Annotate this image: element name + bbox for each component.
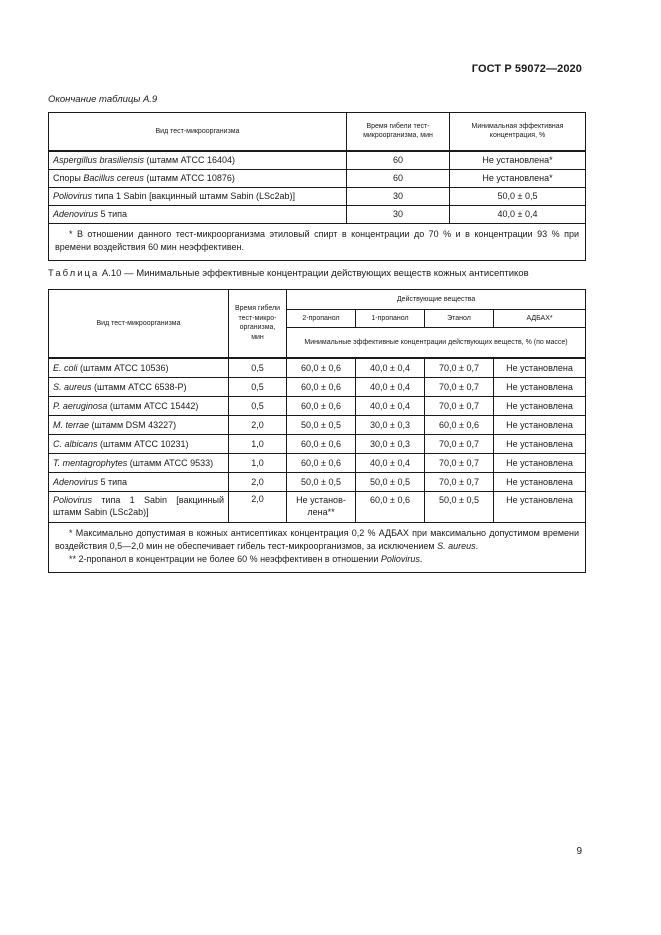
concentration-cell: Не установлена* [450,151,586,170]
table-row [49,151,586,170]
table-a10-body [49,358,586,523]
time-cell: 2,0 [229,415,287,434]
table-a9 [48,112,586,261]
concentration-cell: 70,0 ± 0,7 [425,453,494,472]
concentration-cell: 50,0 ± 0,5 [287,472,356,491]
column-header-organism: Вид тест-микроорганизма [49,290,229,358]
column-header-ethanol: Этанол [425,310,494,328]
concentration-cell: 50,0 ± 0,5 [425,491,494,522]
column-header-substances: Действующие вещества [287,290,586,310]
organism-name: C. albicans (штамм АТСС 10231) [49,434,229,453]
concentration-cell: Не установлена [494,453,586,472]
time-cell: 0,5 [229,358,287,378]
table-row [49,169,586,187]
concentration-cell: Не установлена [494,358,586,378]
column-header-time: Время гибели тест-микроорганизма, мин [347,113,450,151]
concentration-cell: 70,0 ± 0,7 [425,472,494,491]
organism-name: Adenovirus 5 типа [49,472,229,491]
column-header-concentrations: Минимальные эффективные концентрации действующих веществ, % (по массе) [287,328,586,358]
concentration-cell: 70,0 ± 0,7 [425,358,494,378]
note-2-propanol: ** 2-пропанол в концентрации не более 60 % неэффективен в отношении Poliovirus. [69,553,423,564]
concentration-cell: 40,0 ± 0,4 [356,377,425,396]
concentration-cell: Не установ-лена** [287,491,356,522]
table-a10-title: Таблица А.10 — Минимальные эффективные концентрации действующих веществ кожных антисептиков [48,268,529,279]
column-header-2-propanol: 2-пропанол [287,310,356,328]
time-cell: 60 [347,169,450,187]
concentration-cell: 50,0 ± 0,5 [287,415,356,434]
organism-name: M. terrae (штамм DSM 43227) [49,415,229,434]
table-row [49,358,586,378]
concentration-cell: 30,0 ± 0,3 [356,434,425,453]
note-adbakh: * Максимально допустимая в кожных антисептиках концентрация 0,2 % АДБАХ при максимально допустимом времени воздействия 0,5—2,0 мин не обеспечивает гибель тест-микроорганизмов, за исключением S. aureus. [55,527,580,551]
concentration-cell: 60,0 ± 0,6 [287,434,356,453]
organism-name: Споры Bacillus cereus (штамм АТСС 10876) [49,169,347,187]
time-cell: 30 [347,187,450,205]
standard-designation: ГОСТ Р 59072—2020 [471,63,582,75]
concentration-cell: 60,0 ± 0,6 [287,377,356,396]
table-row [49,415,586,434]
column-header-concentration: Минимальная эффективная концентрация, % [450,113,586,151]
concentration-cell: 40,0 ± 0,4 [356,358,425,378]
column-header-organism: Вид тест-микроорганизма [49,113,347,151]
time-cell: 2,0 [229,491,287,522]
concentration-cell: Не установлена [494,491,586,522]
table-a10-notes [49,522,586,572]
column-header-adbakh: АДБАХ* [494,310,586,328]
table-row [49,434,586,453]
concentration-cell: Не установлена [494,472,586,491]
time-cell: 30 [347,205,450,223]
concentration-cell: 70,0 ± 0,7 [425,396,494,415]
concentration-cell: Не установлена [494,434,586,453]
time-cell: 1,0 [229,453,287,472]
concentration-cell: 60,0 ± 0,6 [287,358,356,378]
column-header-time: Время гибели тест-микро-организма, мин [229,290,287,358]
table-continuation-caption: Окончание таблицы А.9 [48,94,158,105]
time-cell: 0,5 [229,377,287,396]
table-row [49,472,586,491]
time-cell: 2,0 [229,472,287,491]
concentration-cell: 50,0 ± 0,5 [450,187,586,205]
organism-name: T. mentagrophytes (штамм АТСС 9533) [49,453,229,472]
table-row [49,187,586,205]
concentration-cell: Не установлена [494,396,586,415]
table-row [49,491,586,522]
time-cell: 1,0 [229,434,287,453]
table-row [49,377,586,396]
concentration-cell: 40,0 ± 0,4 [356,396,425,415]
concentration-cell: 40,0 ± 0,4 [356,453,425,472]
table-row [49,205,586,223]
concentration-cell: Не установлена [494,377,586,396]
organism-name: P. aeruginosa (штамм АТСС 15442) [49,396,229,415]
column-header-1-propanol: 1-пропанол [356,310,425,328]
concentration-cell: 30,0 ± 0,3 [356,415,425,434]
organism-name: Aspergillus brasiliensis (штамм АТСС 16404) [49,151,347,170]
concentration-cell: Не установлена [494,415,586,434]
table-a9-note: * В отношении данного тест-микроорганизма этиловый спирт в концентрации до 70 % и в концентрации 93 % при времени воздействия 60 мин неэффективен. [49,223,586,260]
organism-name: S. aureus (штамм АТСС 6538-P) [49,377,229,396]
organism-name: E. coli (штамм АТСС 10536) [49,358,229,378]
concentration-cell: 40,0 ± 0,4 [450,205,586,223]
concentration-cell: 70,0 ± 0,7 [425,377,494,396]
page-number: 9 [576,846,582,857]
time-cell: 0,5 [229,396,287,415]
concentration-cell: 60,0 ± 0,6 [287,396,356,415]
organism-name: Poliovirus типа 1 Sabin [вакцинный штамм Sabin (LSc2ab)] [49,187,347,205]
table-row [49,396,586,415]
concentration-cell: 50,0 ± 0,5 [356,472,425,491]
table-a10 [48,289,586,573]
table-row [49,453,586,472]
concentration-cell: 60,0 ± 0,6 [287,453,356,472]
table-a9-body [49,151,586,224]
time-cell: 60 [347,151,450,170]
organism-name: Adenovirus 5 типа [49,205,347,223]
concentration-cell: 60,0 ± 0,6 [356,491,425,522]
concentration-cell: Не установлена* [450,169,586,187]
organism-name: Poliovirus типа 1 Sabin [вакцинный штамм Sabin (LSc2ab)] [49,491,229,522]
concentration-cell: 60,0 ± 0,6 [425,415,494,434]
concentration-cell: 70,0 ± 0,7 [425,434,494,453]
